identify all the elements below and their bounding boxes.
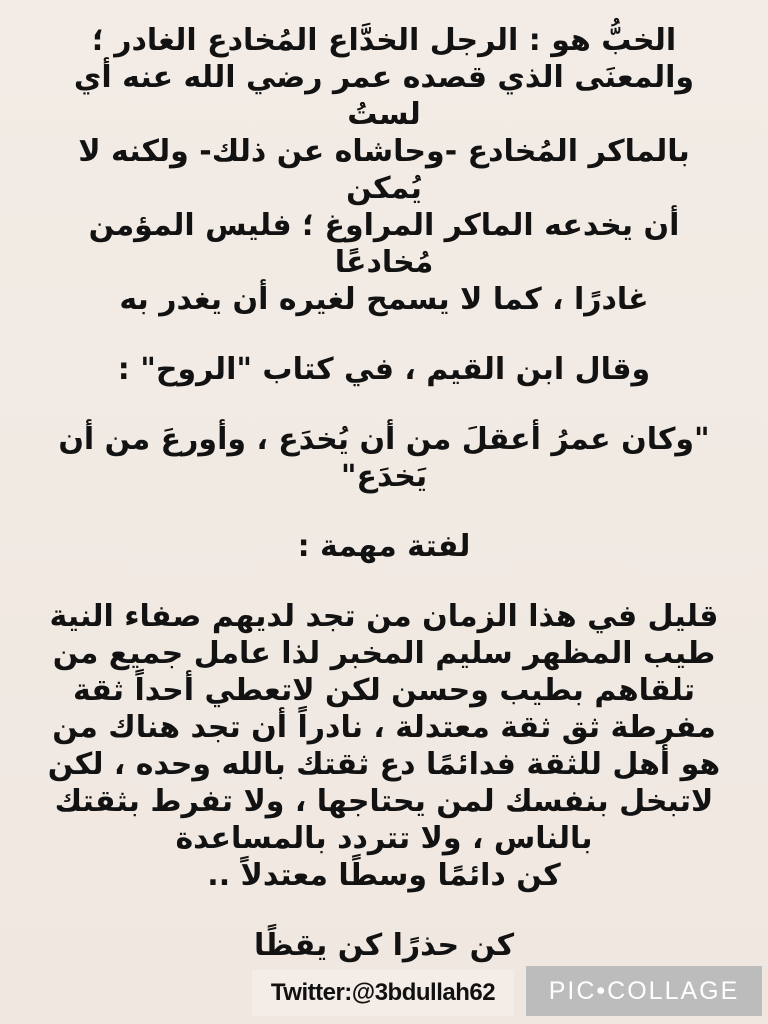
paragraph-advice: قليل في هذا الزمان من تجد لديهم صفاء النية طيب المظهر سليم المخبر لذا عامل جميع من تلقاهم بطيب وحسن لكن لاتعطي أحداً ثقة مفرطة ثق ثقة معتدلة ، نادراً أن تجد هناك من هو أهل للثقة فدائمًا دع ثقتك بالله وحده ، لكن لاتبخل بنفسك لمن يحتاجها ، ولا تفرط بثقتك بالناس ، ولا تتردد بالمساعدة كن دائمًا وسطًا معتدلاً ..: [47, 599, 721, 893]
article-text: [40, 22, 728, 964]
spacer: [40, 495, 728, 528]
spacer: [40, 565, 728, 598]
paragraph-definition: الخبُّ هو : الرجل الخدَّاع المُخادع الغادر ؛ والمعنَى الذي قصده عمر رضي الله عنه أي لستُ بالماكر المُخادع -وحاشاه عن ذلك- ولكنه لا يُمكن أن يخدعه الماكر المراوغ ؛ فليس المؤمن مُخادعًا غادرًا ، كما لا يسمح لغيره أن يغدر به: [73, 23, 695, 317]
paragraph-heading: لفتة مهمة :: [297, 529, 471, 564]
spacer: [40, 318, 728, 351]
twitter-handle: Twitter:@3bdullah62: [252, 970, 514, 1016]
piccollage-watermark: PIC•COLLAGE: [526, 966, 762, 1016]
spacer: [40, 388, 728, 421]
paragraph-closing: كن حذرًا كن يقظًا: [253, 928, 515, 963]
spacer: [40, 894, 728, 927]
paragraph-quote-intro: وقال ابن القيم ، في كتاب "الروح" :: [117, 352, 651, 387]
paragraph-quote: "وكان عمرُ أعقلَ من أن يُخدَع ، وأورعَ من أن يَخدَع": [58, 422, 710, 494]
